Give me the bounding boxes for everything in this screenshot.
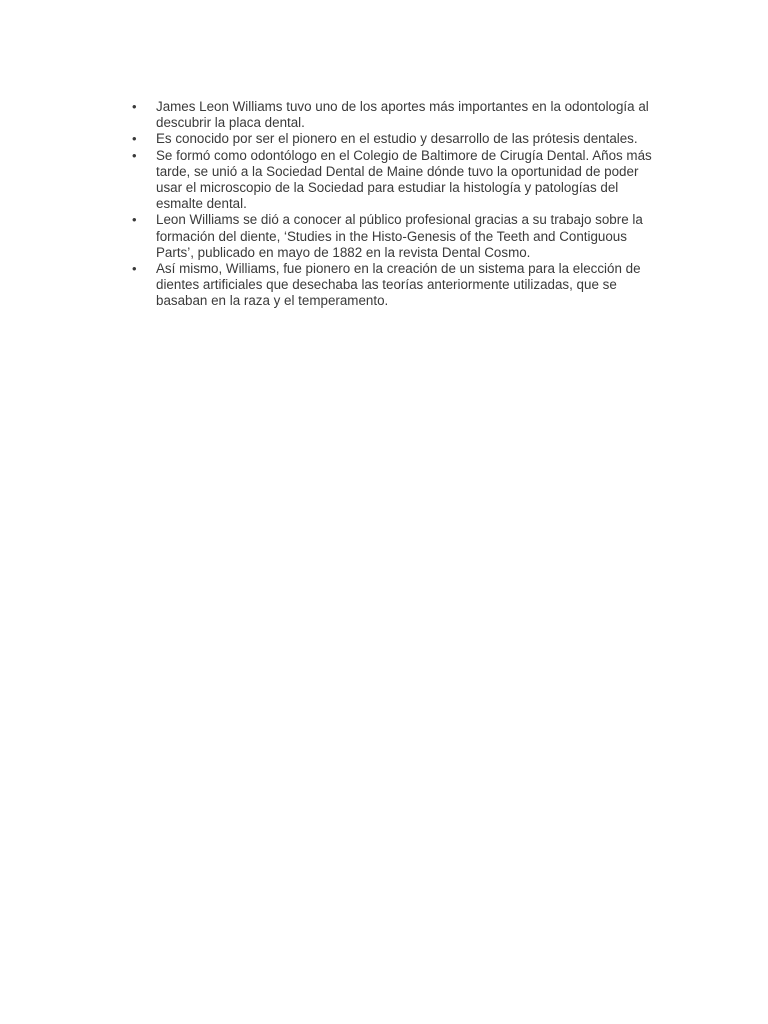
bullet-icon: • xyxy=(132,212,137,228)
list-item-text: Así mismo, Williams, fue pionero en la creación de un sistema para la elección de dientes artificiales que desechaba las teorías anteriormente utilizadas, que se basaban en la raza y el temperamento. xyxy=(156,261,641,309)
list-item xyxy=(130,131,660,147)
list-item xyxy=(130,99,660,131)
bullet-icon: • xyxy=(132,261,137,277)
list-item xyxy=(130,261,660,310)
list-item-text: James Leon Williams tuvo uno de los aportes más importantes en la odontología al descubrir la placa dental. xyxy=(156,99,649,131)
list-item xyxy=(130,148,660,213)
list-item-text: Es conocido por ser el pionero en el estudio y desarrollo de las prótesis dentales. xyxy=(156,131,638,147)
list-item xyxy=(130,212,660,261)
list-item-text: Se formó como odontólogo en el Colegio de Baltimore de Cirugía Dental. Años más tarde, se unió a la Sociedad Dental de Maine dónde tuvo la oportunidad de poder usar el microscopio de la Sociedad para estudiar la histología y patologías del esmalte dental. xyxy=(156,147,652,212)
list-item-text: Leon Williams se dió a conocer al público profesional gracias a su trabajo sobre la formación del diente, ‘Studies in the Histo-Genesis of the Teeth and Contiguous Parts’, publicado en mayo de 1882 en la revista Dental Cosmo. xyxy=(156,212,643,260)
bullet-icon: • xyxy=(132,147,137,163)
bullet-icon: • xyxy=(132,99,137,114)
bullet-icon: • xyxy=(132,131,137,147)
bullet-list xyxy=(130,99,660,310)
